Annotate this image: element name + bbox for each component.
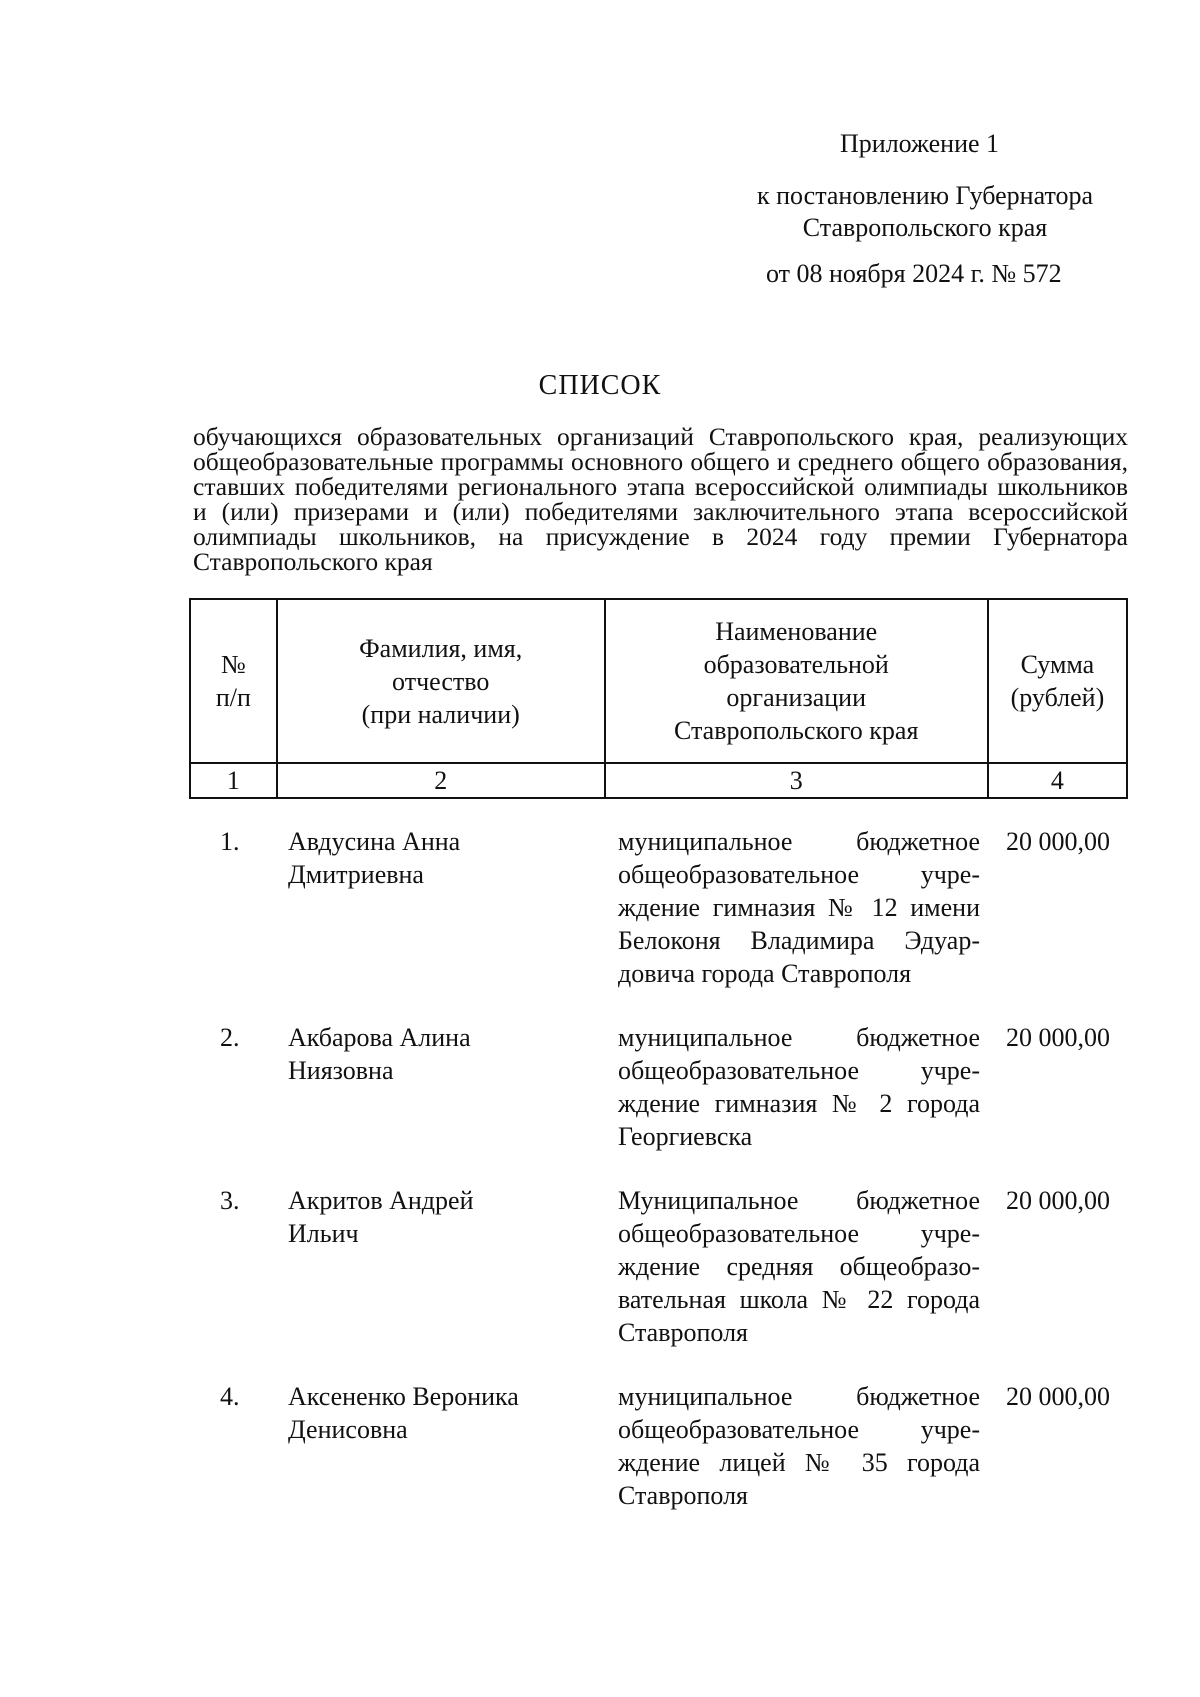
entry-number: 2. xyxy=(220,1023,240,1052)
entry-organization xyxy=(618,1380,980,1512)
column-number: 1 xyxy=(190,763,277,798)
entry-amount: 20 000,00 xyxy=(1006,1186,1110,1215)
entry-org-line: муниципальное бюджетное xyxy=(618,1023,980,1052)
table-column-numbers-row xyxy=(190,763,1127,798)
header-organization-line3: организации xyxy=(726,683,866,712)
entry-number: 3. xyxy=(220,1186,240,1215)
entry-org-line: ждение лицей № 35 города xyxy=(618,1448,980,1477)
annex-reference xyxy=(735,180,1115,244)
entry-number: 4. xyxy=(220,1382,240,1411)
header-full-name-line1: Фамилия, имя, xyxy=(359,633,523,663)
entry-full-name xyxy=(288,1021,588,1087)
entry-amount: 20 000,00 xyxy=(1006,1023,1110,1052)
entry-org-line: Белоконя Владимира Эдуар- xyxy=(618,926,980,955)
header-number-line1: № xyxy=(221,650,246,679)
entry-name-line: Ниязовна xyxy=(288,1056,394,1085)
header-organization-line1: Наименование xyxy=(715,617,878,646)
header-number-line2: п/п xyxy=(215,683,251,712)
entry-full-name xyxy=(288,1380,588,1446)
entry-org-line: Георгиевска xyxy=(618,1122,753,1151)
entry-name-line: Авдусина Анна xyxy=(288,827,461,856)
entry-name-line: Акбарова Алина xyxy=(288,1023,471,1052)
entry-org-line: общеобразовательное учре- xyxy=(618,1219,980,1248)
column-number: 4 xyxy=(988,763,1127,798)
entry-amount: 20 000,00 xyxy=(1006,827,1110,856)
annex-title: Приложение 1 xyxy=(840,129,1000,158)
header-full-name xyxy=(277,599,605,763)
entry-org-line: довича города Ставрополя xyxy=(618,959,912,988)
entry-org-line: Ставрополя xyxy=(618,1481,748,1510)
header-number xyxy=(190,599,277,763)
annex-reference-line1: к постановлению Губернатора xyxy=(756,181,1094,210)
entry-amount: 20 000,00 xyxy=(1006,1382,1110,1411)
entry-organization xyxy=(618,825,980,990)
annex-date: от 08 ноября 2024 г. № 572 xyxy=(766,259,1062,288)
list-table-header xyxy=(189,598,1128,799)
entry-org-line: Муниципальное бюджетное xyxy=(618,1186,980,1215)
list-intro: обучающихся образовательных организаций Ставропольского края, реализующих общеобразовательные программы основного общего и среднего общего образования, ставших победителями регионального этапа всероссийской олимпиады школьников и (или) призерами и (или) победителями заключительного этапа всероссийской олимпиады школьников, на присуждение в 2024 году премии Губернатора Ставропольского края xyxy=(193,422,1128,576)
entry-full-name xyxy=(288,1184,588,1250)
entry-name-line: Дмитриевна xyxy=(288,860,424,889)
entry-name-line: Акритов Андрей xyxy=(288,1186,474,1215)
entry-number: 1. xyxy=(220,827,240,856)
entry-org-line: ждение средняя общеобразо- xyxy=(618,1252,980,1281)
entry-organization xyxy=(618,1184,980,1349)
header-amount-line1: Сумма xyxy=(1020,650,1095,679)
entry-org-line: общеобразовательное учре- xyxy=(618,860,980,889)
header-full-name-line2: отчество xyxy=(392,666,490,696)
entry-org-line: муниципальное бюджетное xyxy=(618,1382,980,1411)
entry-name-line: Денисовна xyxy=(288,1415,408,1444)
entry-org-line: ждение гимназия № 2 города xyxy=(618,1089,980,1118)
header-organization-line4: Ставропольского края xyxy=(674,716,919,745)
entry-name-line: Ильич xyxy=(288,1219,359,1248)
column-number: 2 xyxy=(277,763,605,798)
header-organization-line2: образовательной xyxy=(703,650,889,679)
annex-reference-line2: Ставропольского края xyxy=(802,213,1048,242)
entry-organization xyxy=(618,1021,980,1153)
column-number: 3 xyxy=(605,763,988,798)
entry-full-name xyxy=(288,825,588,891)
list-heading: СПИСОК xyxy=(538,370,662,401)
entry-org-line: ждение гимназия № 12 имени xyxy=(618,893,980,922)
entry-org-line: общеобразовательное учре- xyxy=(618,1415,980,1444)
entry-org-line: Ставрополя xyxy=(618,1318,748,1347)
table-header-row xyxy=(190,599,1127,763)
entry-org-line: вательная школа № 22 города xyxy=(618,1285,980,1314)
header-organization xyxy=(605,599,988,763)
header-amount xyxy=(988,599,1127,763)
header-full-name-line3: (при наличии) xyxy=(361,699,520,729)
entry-org-line: муниципальное бюджетное xyxy=(618,827,980,856)
entry-name-line: Аксененко Вероника xyxy=(288,1382,519,1411)
entry-org-line: общеобразовательное учре- xyxy=(618,1056,980,1085)
header-amount-line2: (рублей) xyxy=(1010,683,1105,712)
